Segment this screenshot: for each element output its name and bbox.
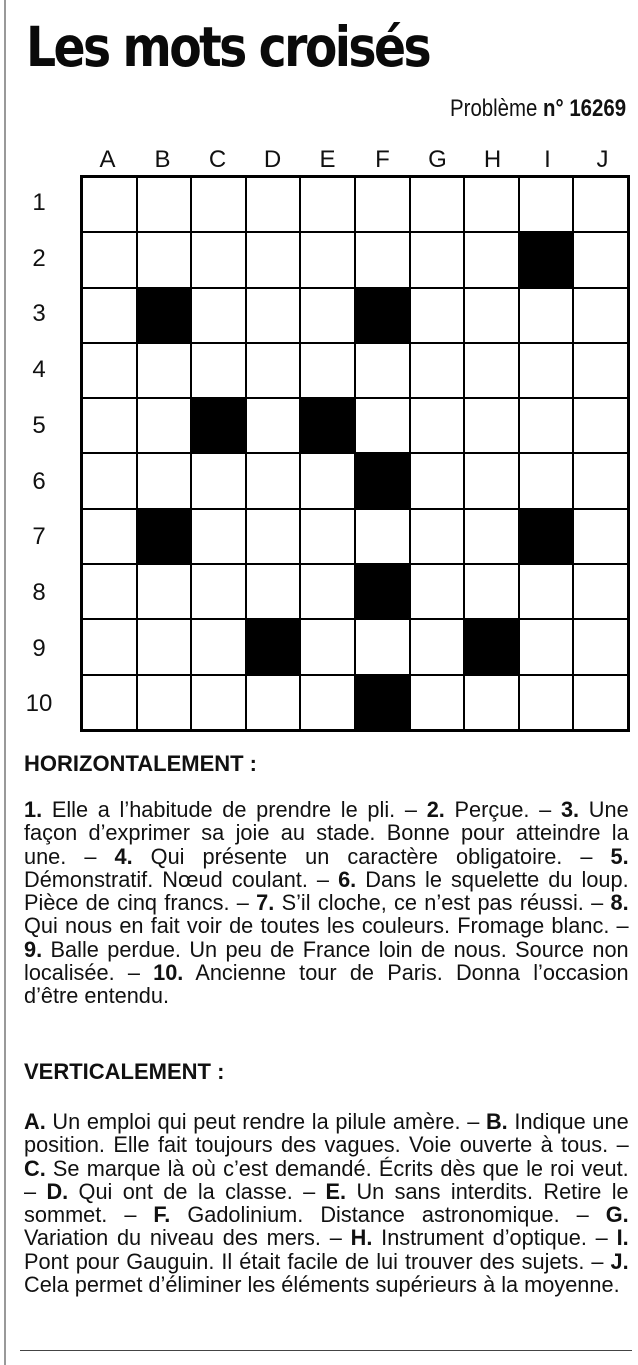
row-label: 5 [32,411,46,439]
grid-cell[interactable] [82,288,137,343]
clue-number: 2. [426,797,445,822]
clue-text: Indique une position. Elle fait toujours des vagues. Voie ouverte à tous. [24,1109,629,1158]
grid-cell[interactable] [410,343,465,398]
clue-number: 10. [153,960,184,986]
grid-cell[interactable] [519,453,574,508]
grid-cell[interactable] [464,564,519,619]
clue-text: Qui ont de la classe. [68,1178,293,1204]
page-title: Les mots croisés [26,15,430,79]
grid-cell[interactable] [82,343,137,398]
grid-cell[interactable] [573,398,628,453]
crossword-grid [80,175,630,732]
problem-id: n° 16269 [542,95,626,122]
row-label: 4 [32,356,46,384]
grid-cell[interactable] [191,177,246,232]
grid-cell[interactable] [246,232,301,287]
clue-number: H. [350,1225,373,1251]
grid-cell[interactable] [519,564,574,619]
grid-cell[interactable] [137,619,192,674]
row-label: 3 [32,300,46,328]
clue-text: Un sans interdits. Retire le sommet. [24,1178,629,1228]
grid-cell[interactable] [464,453,519,508]
grid-cell[interactable] [300,453,355,508]
grid-cell[interactable] [191,288,246,343]
clue-text: Qui présente un caractère obligatoire. [132,843,563,869]
grid-cell[interactable] [137,177,192,232]
grid-cell[interactable] [464,675,519,730]
horizontal-heading: HORIZONTALEMENT : [24,751,258,776]
clue-text: Gadolinium. Distance astronomique. [170,1202,560,1228]
grid-cell[interactable] [82,177,137,232]
grid-cell[interactable] [464,509,519,564]
grid-cell[interactable] [191,564,246,619]
grid-cell[interactable] [519,675,574,730]
clue-text: Dans le squelette du loup. Pièce de cinq francs. [24,866,629,916]
clue-text: Un emploi qui peut rendre la pilule amère. [45,1109,461,1134]
black-cell [464,619,519,674]
grid-cell[interactable] [573,177,628,232]
grid-cell[interactable] [573,453,628,508]
clue-text: Ancienne tour de Paris. Donna l’occasion d’être entendu. [24,960,629,1009]
grid-cell[interactable] [82,398,137,453]
page-frame-line [4,0,6,1365]
horizontal-clues: 1. Elle a l’habitude de prendre le pli. – 2. Perçue. – 3. Une façon d’exprimer sa joie au stade. Bonne pour atteindre la une. – 4. Qui présente un caractère obligatoire. – 5. Démonstratif. Nœud coulant. – 6. Dans le squelette du loup. Pièce de cinq francs. – 7. S’il cloche, ce n’est pas réussi. – 8. Qui nous en fait voir de toutes les couleurs. Fromage blanc. – 9. Balle perdue. Un peu de France loin de nous. Source non localisée. – 10. Ancienne tour de Paris. Donna l’occasion d’être entendu. [24,797,629,1009]
grid-cell[interactable] [410,232,465,287]
grid-cell[interactable] [82,675,137,730]
clue-text: Variation du niveau des mers. [24,1225,321,1251]
clue-number: 6. [338,866,357,892]
grid-cell[interactable] [573,343,628,398]
grid-cell[interactable] [410,509,465,564]
black-cell [519,232,574,287]
vertical-clues: A. Un emploi qui peut rendre la pilule amère. – B. Indique une position. Elle fait toujours des vagues. Voie ouverte à tous. – C. Se marque là où c’est demandé. Écrits dès que le roi veut. – D. Qui ont de la classe. – E. Un sans interdits. Retire le sommet. – F. Gadolinium. Distance astronomique. – G. Variation du niveau des mers. – H. Instrument d’optique. – I. Pont pour Gauguin. Il était facile de lui trouver des sujets. – J. Cela permet d’éliminer les éléments supérieurs à la moyenne. [24,1109,629,1298]
bottom-divider [20,1350,632,1351]
clue-number: 3. [560,797,580,822]
grid-cell[interactable] [519,288,574,343]
row-label: 1 [32,189,46,216]
clue-text: Cela permet d’éliminer les éléments supérieurs à la moyenne. [24,1272,620,1298]
clue-number: 8. [610,890,629,916]
column-label: C [208,146,227,173]
vertical-heading: VERTICALEMENT : [24,1059,225,1084]
clue-text: Une façon d’exprimer sa joie au stade. Bonne pour atteindre la une. [24,797,629,869]
column-label: H [483,146,502,173]
grid-cell[interactable] [137,343,192,398]
clue-number: 7. [256,890,275,916]
black-cell [246,619,301,674]
grid-cell[interactable] [191,232,246,287]
grid-cell[interactable] [300,564,355,619]
grid-cell[interactable] [355,619,410,674]
grid-cell[interactable] [410,288,465,343]
grid-cell[interactable] [355,177,410,232]
grid-cell[interactable] [300,177,355,232]
grid-cell[interactable] [355,343,410,398]
clue-number: 9. [24,936,43,962]
clue-text: Démonstratif. Nœud coulant. [24,866,308,892]
problem-label: Problème [449,95,538,122]
grid-cell[interactable] [300,232,355,287]
clue-number: 4. [114,843,133,869]
grid-cell[interactable] [82,619,137,674]
grid-cell[interactable] [191,453,246,508]
clue-number: D. [46,1178,69,1204]
grid-cell[interactable] [82,509,137,564]
grid-cell[interactable] [519,398,574,453]
grid-cell[interactable] [519,619,574,674]
row-label: 10 [25,690,53,718]
grid-cell[interactable] [191,619,246,674]
grid-cell[interactable] [573,564,628,619]
column-label: I [544,146,551,173]
clue-text: S’il cloche, ce n’est pas réussi. [274,890,584,916]
black-cell [191,398,246,453]
grid-cell[interactable] [246,343,301,398]
row-label: 7 [32,523,46,551]
grid-cell[interactable] [191,675,246,730]
grid-cell[interactable] [246,564,301,619]
clue-text: Se marque là où c’est demandé. Écrits dès que le roi veut. [45,1155,629,1181]
black-cell [137,509,192,564]
grid-cell[interactable] [573,619,628,674]
grid-cell[interactable] [137,398,192,453]
clue-text: Pont pour Gauguin. Il était facile de lui trouver des sujets. [24,1248,585,1274]
clue-number: C. [24,1155,46,1181]
clue-text: Balle perdue. Un peu de France loin de nous. Source non localisée. [24,936,629,986]
row-label: 8 [32,578,46,606]
grid-cell[interactable] [137,564,192,619]
grid-cell[interactable] [300,288,355,343]
grid-cell[interactable] [246,453,301,508]
grid-cell[interactable] [82,232,137,287]
clue-number: G. [605,1202,629,1228]
black-cell [355,675,410,730]
grid-cell[interactable] [246,509,301,564]
column-label: J [596,146,609,173]
row-label: 6 [32,467,46,495]
grid-cell[interactable] [410,675,465,730]
column-label: E [319,146,336,173]
grid-cell[interactable] [464,343,519,398]
grid-cell[interactable] [137,232,192,287]
black-cell [355,564,410,619]
grid-cell[interactable] [137,675,192,730]
grid-cell[interactable] [573,675,628,730]
row-label: 9 [32,634,46,662]
clue-number: E. [325,1178,347,1204]
clue-text: Qui nous en fait voir de toutes les couleurs. Fromage blanc. [24,913,610,939]
column-labels [80,146,630,174]
grid-cell[interactable] [191,509,246,564]
grid-cell[interactable] [519,343,574,398]
black-cell [519,509,574,564]
clue-number: A. [24,1109,46,1134]
row-labels [16,175,66,732]
grid-cell[interactable] [246,177,301,232]
grid-cell[interactable] [246,675,301,730]
row-label: 2 [32,244,46,272]
grid-cell[interactable] [519,177,574,232]
grid-cell[interactable] [410,564,465,619]
clue-number: 5. [610,843,629,869]
black-cell [300,398,355,453]
column-label: G [428,146,447,173]
clue-number: 1. [24,797,43,822]
column-label: F [375,146,390,173]
problem-number [450,94,626,124]
grid-cell[interactable] [246,288,301,343]
clue-number: I. [616,1225,629,1251]
grid-cell[interactable] [573,232,628,287]
grid-cell[interactable] [410,398,465,453]
clue-text: Perçue. [444,797,530,822]
black-cell [355,288,410,343]
grid-cell[interactable] [464,288,519,343]
clue-number: J. [610,1248,629,1274]
grid-cell[interactable] [82,564,137,619]
grid-cell[interactable] [191,343,246,398]
grid-cell[interactable] [355,232,410,287]
grid-cell[interactable] [300,509,355,564]
column-label: A [99,146,116,173]
black-cell [137,288,192,343]
clue-text: Elle a l’habitude de prendre le pli. [42,797,396,822]
grid-cell[interactable] [355,509,410,564]
column-label: D [263,146,282,173]
clue-text: Instrument d’optique. [372,1225,587,1251]
grid-cell[interactable] [410,453,465,508]
grid-cell[interactable] [300,619,355,674]
grid-cell[interactable] [464,232,519,287]
grid-cell[interactable] [355,398,410,453]
grid-cell[interactable] [137,453,192,508]
grid-cell[interactable] [246,398,301,453]
grid-cell[interactable] [573,288,628,343]
grid-cell[interactable] [300,343,355,398]
grid-cell[interactable] [573,509,628,564]
clue-number: B. [485,1109,508,1134]
grid-cell[interactable] [300,675,355,730]
grid-cell[interactable] [464,398,519,453]
grid-cell[interactable] [82,453,137,508]
grid-cell[interactable] [464,177,519,232]
grid-cell[interactable] [410,619,465,674]
clue-number: F. [153,1202,171,1228]
black-cell [355,453,410,508]
column-label: B [154,146,171,173]
grid-cell[interactable] [410,177,465,232]
